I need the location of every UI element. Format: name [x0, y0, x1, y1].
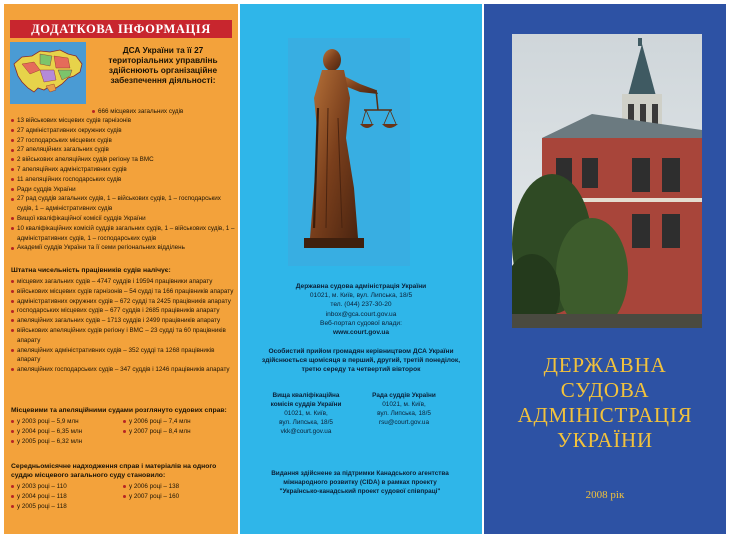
list-item: 10 кваліфікаційних комісій суддів загальних судів, 1 – військових судів, 1 – адміністративних судів, 1 – господарських судів	[11, 224, 236, 244]
list-item: у 2003 році – 5,9 млн	[11, 417, 123, 427]
rsu-email: rsu@court.gov.ua	[378, 419, 430, 426]
org-address: 01021, м. Київ, вул. Липська, 18/5	[309, 292, 413, 300]
cida-note: Видання здійснене за підтримки Канадського агентства міжнародного розвитку (CIDA) в рамках проекту "Українсько-канадський проект судової співпраці"	[271, 470, 449, 495]
vkk-email: vkk@court.gov.ua	[280, 428, 332, 435]
staff-section	[11, 266, 236, 375]
rsu-title: Рада суддів України	[372, 392, 436, 399]
list-item: 7 апеляційних адміністративних судів	[11, 165, 236, 175]
rsu-address-1: 01021, м. Київ,	[382, 401, 426, 408]
list-item: місцевих загальних судів – 4747 суддів і 19594 працівники апарату	[11, 277, 236, 287]
left-panel	[4, 4, 238, 534]
list-item: у 2005 році – 118	[11, 502, 123, 512]
list-item: у 2004 році – 118	[11, 492, 123, 502]
middle-panel	[240, 4, 482, 534]
org-name: Державна судова адміністрація України	[295, 283, 427, 290]
rsu-address-2: вул. Липська, 18/5	[377, 410, 431, 417]
list-item: адміністративних окружних судів – 672 судді та 2425 працівників апарату	[11, 297, 236, 307]
list-item: 27 рад суддів загальних судів, 1 – військових судів, 1 – господарських судів, 1 – адміністративних судів	[11, 194, 236, 214]
intro-text: ДСА України та її 27 територіальних управлінь здійснюють організаційне забезпечення діяльності:	[108, 45, 218, 85]
rsu-contact	[360, 391, 448, 427]
org-phone: тел. (044) 237-30-20	[330, 301, 392, 309]
list-item: у 2003 році – 110	[11, 482, 123, 492]
list-item: у 2005 році – 6,32 млн	[11, 437, 123, 447]
list-item: 27 адміністративних окружних судів	[11, 126, 236, 136]
title-line: УКРАЇНИ	[557, 428, 653, 452]
title-line: ДЕРЖАВНА	[543, 353, 667, 377]
portal-url: www.court.gov.ua	[332, 329, 390, 337]
list-item: у 2004 році – 6,35 млн	[11, 427, 123, 437]
right-panel	[484, 4, 726, 534]
publication-year: 2008 рік	[585, 489, 625, 501]
vkk-title: Вища кваліфікаційна комісія суддів України	[270, 392, 342, 408]
courts-list	[11, 116, 236, 253]
list-item: Академії суддів України та її семи регіональних відділень	[11, 243, 236, 253]
courts-lead-item: 666 місцевих загальних судів	[92, 107, 183, 116]
list-item: апеляційних загальних судів – 1713 суддів і 2499 працівників апарату	[11, 316, 236, 326]
contact-block	[260, 282, 462, 337]
main-title	[494, 353, 716, 453]
list-item: 2 військових апеляційних судів регіону та ВМС	[11, 155, 236, 165]
org-email: inbox@gca.court.gov.ua	[325, 310, 397, 318]
portal-label: Веб-портал судової влади:	[320, 319, 402, 327]
cases-title: Місцевими та апеляційними судами розглянуто судових справ:	[11, 407, 227, 414]
list-item: у 2007 році – 8,4 млн	[123, 427, 235, 437]
list-item: Ради суддів України	[11, 185, 236, 195]
avg-section	[11, 462, 236, 511]
list-item: господарських місцевих судів – 677 суддів і 2685 працівників апарату	[11, 306, 236, 316]
reception-schedule: Особистий прийом громадян керівництвом ДСА України здійснюється щомісяця в перший, другий, третій понеділок, третю середу та четвертий вівторок	[261, 348, 461, 373]
list-item: військових місцевих судів гарнізонів – 54 судді та 166 працівників апарату	[11, 287, 236, 297]
additional-info-header: ДОДАТКОВА ІНФОРМАЦІЯ	[10, 20, 232, 38]
list-item: у 2007 році – 160	[123, 492, 235, 502]
ukraine-map-image	[10, 42, 86, 104]
list-item: апеляційних господарських судів – 347 суддів і 1246 працівників апарату	[11, 365, 236, 375]
themis-statue-image	[288, 38, 410, 266]
vkk-contact	[262, 391, 350, 436]
title-line: СУДОВА	[560, 378, 650, 402]
vkk-address-2: вул. Липська, 18/5	[279, 419, 333, 426]
staff-title: Штатна чисельність працівників судів налічує:	[11, 267, 171, 274]
list-item: 11 апеляційних господарських судів	[11, 175, 236, 185]
list-item: військових апеляційних судів регіону і ВМС – 23 судді та 60 працівників апарату	[11, 326, 236, 346]
list-item: 27 апеляційних загальних судів	[11, 145, 236, 155]
cases-section	[11, 406, 236, 446]
vkk-address-1: 01021, м. Київ,	[284, 410, 328, 417]
building-photo	[512, 34, 702, 328]
list-item: апеляційних адміністративних судів – 352 судді та 1268 працівників апарату	[11, 346, 236, 366]
list-item: Вищої кваліфікаційної комісії суддів України	[11, 214, 236, 224]
list-item: у 2006 році – 138	[123, 482, 235, 492]
avg-title: Середньомісячне надходження справ і матеріалів на одного суддю місцевого загального суду становило:	[11, 463, 217, 479]
list-item: у 2006 році – 7,4 млн	[123, 417, 235, 427]
list-item: 27 господарських місцевих судів	[11, 136, 236, 146]
list-item: 13 військових місцевих судів гарнізонів	[11, 116, 236, 126]
title-line: АДМІНІСТРАЦІЯ	[517, 403, 693, 427]
